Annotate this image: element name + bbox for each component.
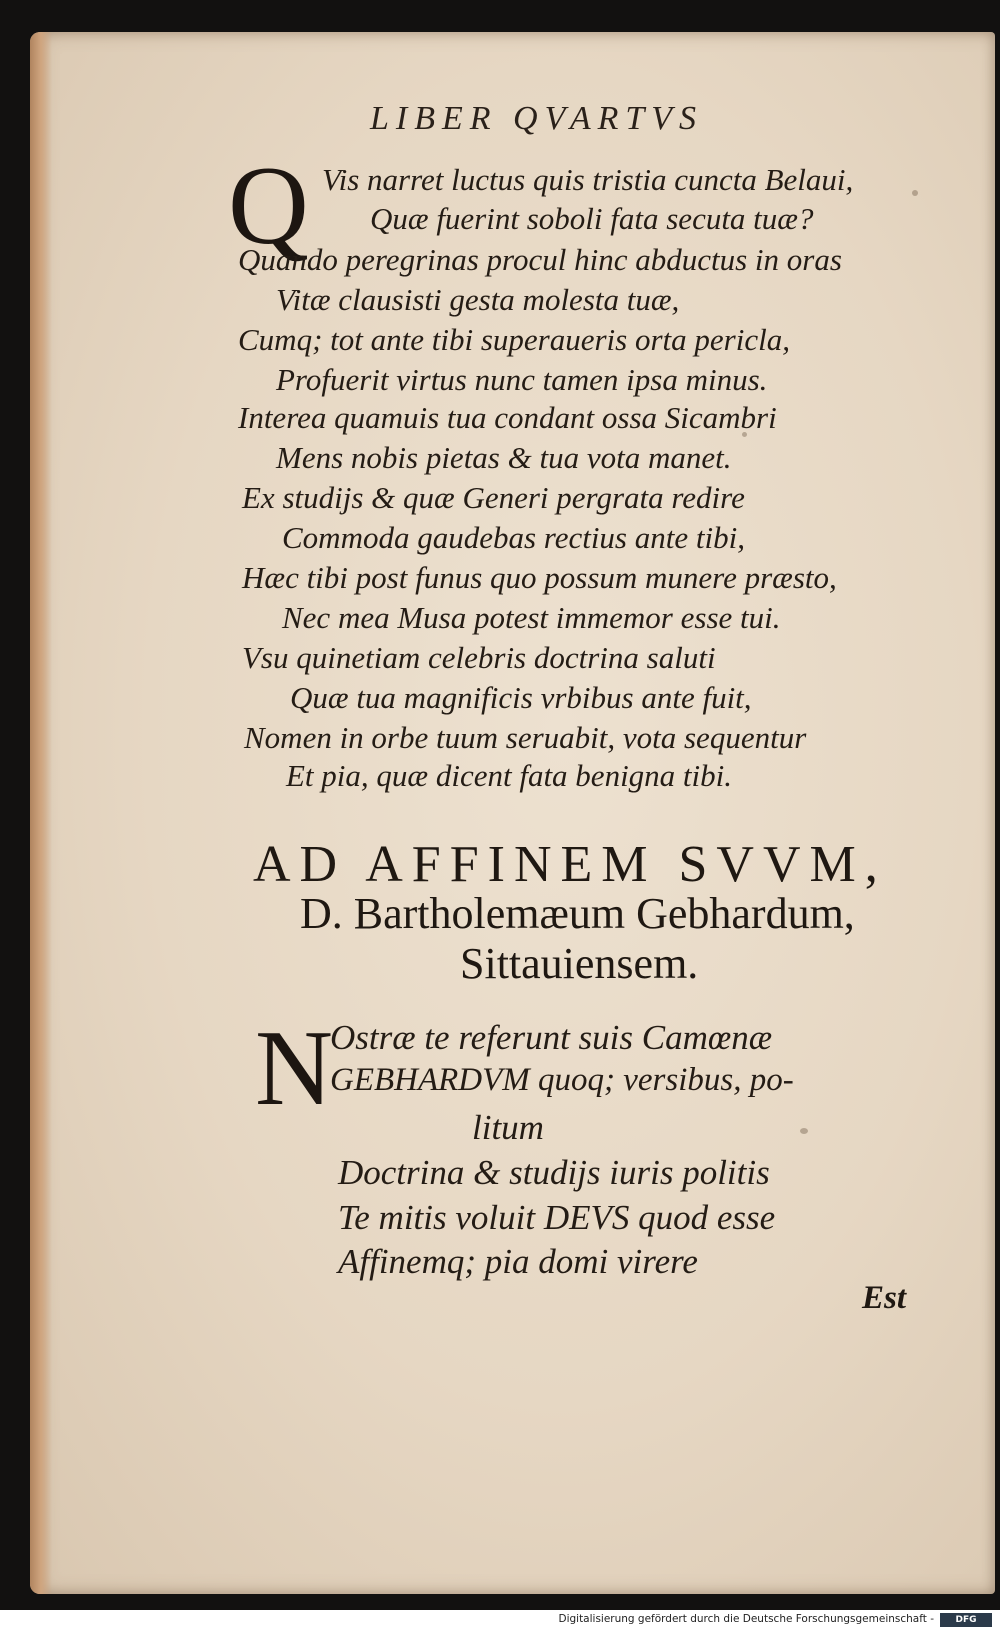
verse-line: Quando peregrinas procul hinc abductus in oras bbox=[238, 242, 842, 277]
verse-line: Mens nobis pietas & tua vota manet. bbox=[276, 440, 732, 475]
verse-line: Commoda gaudebas rectius ante tibi, bbox=[282, 520, 745, 555]
verse-line: Hæc tibi post funus quo possum munere præsto, bbox=[242, 560, 837, 595]
running-head: LIBER QVARTVS bbox=[370, 100, 704, 137]
verse-line: Nec mea Musa potest immemor esse tui. bbox=[282, 600, 781, 635]
verse-line: GEBHARDVM quoq; versibus, po- bbox=[330, 1062, 794, 1098]
verse-line: Vsu quinetiam celebris doctrina saluti bbox=[242, 640, 716, 675]
verse-line: Doctrina & studijs iuris politis bbox=[338, 1153, 770, 1192]
verse-line: Profuerit virtus nunc tamen ipsa minus. bbox=[276, 362, 768, 397]
page-edge bbox=[30, 32, 52, 1594]
verse-line: Affinemq; pia domi virere bbox=[338, 1242, 698, 1281]
drop-cap: Q bbox=[228, 144, 309, 268]
verse-line: Et pia, quæ dicent fata benigna tibi. bbox=[286, 758, 733, 793]
verse-line: Quæ fuerint soboli fata secuta tuæ? bbox=[370, 201, 814, 236]
section-subheading-place: Sittauiensem. bbox=[460, 939, 699, 988]
verse-line: Cumq; tot ante tibi superaueris orta pericla, bbox=[238, 322, 790, 357]
footer-bar bbox=[0, 1610, 1000, 1631]
verse-line: Vis narret luctus quis tristia cuncta Belaui, bbox=[322, 162, 854, 197]
verse-line: litum bbox=[472, 1108, 544, 1147]
paper-speck bbox=[912, 190, 918, 196]
verse-line: Ex studijs & quæ Generi pergrata redire bbox=[242, 480, 745, 515]
funding-notice: Digitalisierung gefördert durch die Deutsche Forschungsgemeinschaft - bbox=[558, 1613, 934, 1625]
verse-line: Vitæ clausisti gesta molesta tuæ, bbox=[276, 282, 680, 317]
paper-speck bbox=[800, 1128, 808, 1134]
verse-line: Quæ tua magnificis vrbibus ante fuit, bbox=[290, 680, 752, 715]
verse-line: Interea quamuis tua condant ossa Sicambri bbox=[238, 400, 777, 435]
drop-cap: N bbox=[255, 1009, 333, 1128]
section-subheading: D. Bartholemæum Gebhardum, bbox=[300, 889, 855, 938]
dfg-logo: DFG bbox=[940, 1613, 992, 1627]
catchword: Est bbox=[862, 1280, 907, 1316]
verse-line: Nomen in orbe tuum seruabit, vota sequentur bbox=[244, 720, 807, 755]
verse-line: Te mitis voluit DEVS quod esse bbox=[338, 1198, 776, 1237]
verse-line: Ostræ te referunt suis Camœnæ bbox=[330, 1018, 773, 1057]
section-heading: AD AFFINEM SVVM, bbox=[253, 836, 887, 893]
